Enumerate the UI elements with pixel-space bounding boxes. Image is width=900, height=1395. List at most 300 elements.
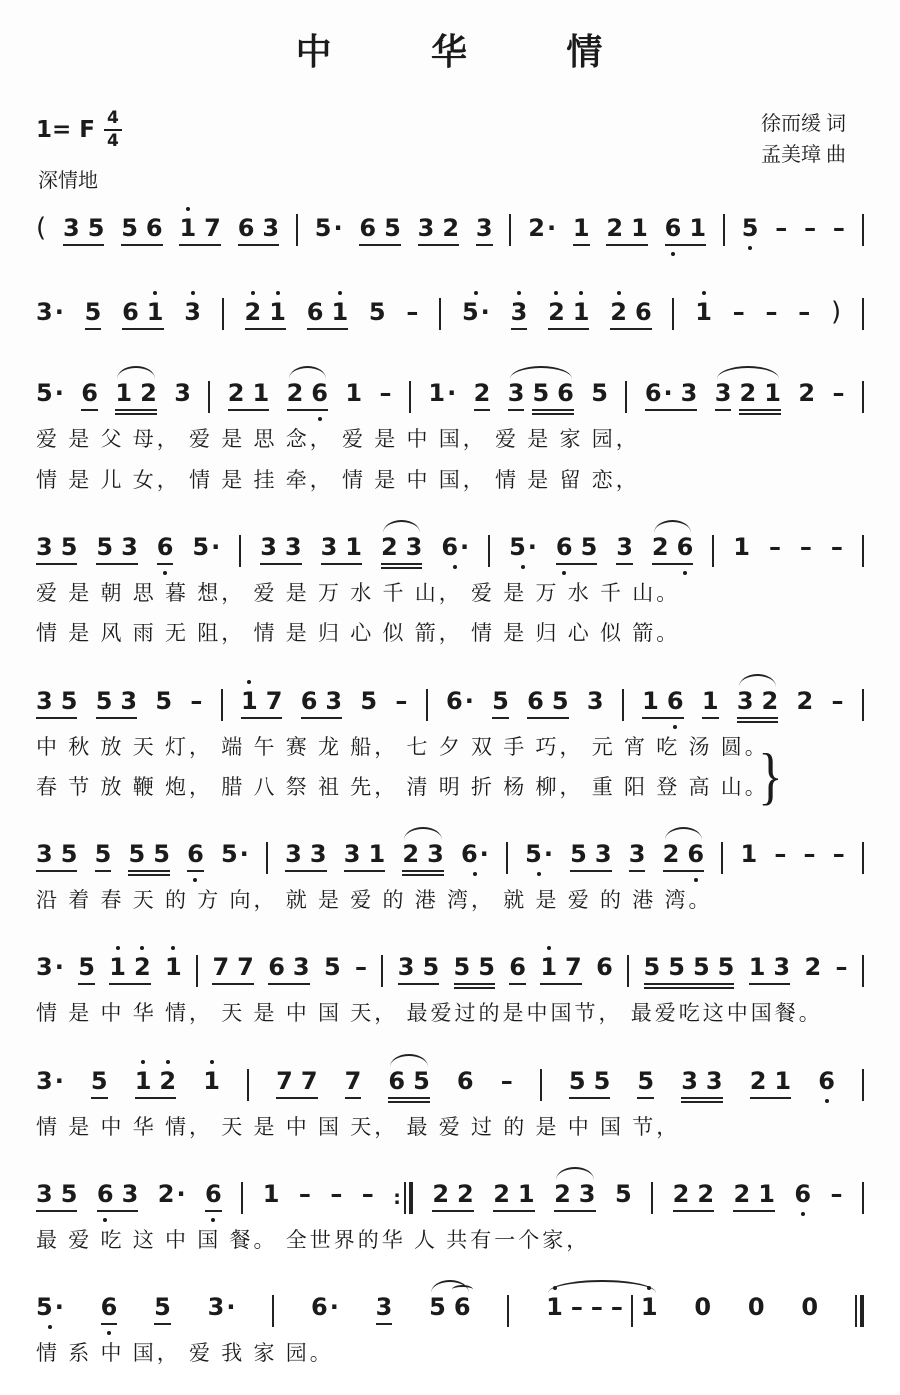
note [461,298,490,327]
note [384,214,401,243]
note [572,214,590,243]
note [146,298,164,327]
barline [862,1069,864,1101]
note [591,379,608,408]
note [739,379,757,408]
note-digit: 6 [388,1066,406,1095]
note [548,298,565,327]
note-digit: 2 [739,379,757,408]
note-digit: 3 [36,686,53,715]
note-digit: 3 [121,1180,139,1209]
close-parenthesis: ) [831,297,842,328]
note-digit: 5 [36,1293,53,1322]
note-digit: 5 [154,1293,171,1322]
note [644,379,673,408]
note-digit: 1 [368,840,386,869]
slur-group [651,532,694,565]
note-digit: 7 [265,686,283,715]
beam-group [629,842,646,872]
note-digit: 1 [252,379,270,408]
note-digit: 1 [642,686,659,715]
note-digit: 1 [640,1293,658,1322]
note [140,379,157,408]
note [286,379,304,408]
note [60,1180,78,1209]
note [134,1066,152,1095]
octave-dot-below [683,571,687,575]
barline [247,1069,249,1101]
note-digit: 3 [121,532,138,561]
duration-dash: – [798,298,811,327]
note-digit: 6 [818,1066,835,1095]
note-digit: 7 [212,953,230,982]
augmentation-dot: · [546,214,557,243]
note-digit: 1 [109,953,126,982]
note [207,1293,236,1322]
note [81,379,98,408]
note [796,686,814,715]
note-digit: 6 [156,532,174,561]
note-digit: 1 [179,214,197,243]
note-digit: 5 [384,214,401,243]
beam-group [493,1182,534,1212]
beam-group [454,955,495,985]
slur-group [402,842,443,872]
note-digit: 2 [651,532,669,561]
note-digit: 5 [90,1066,108,1095]
notes-row [36,1168,864,1214]
beam-group [36,1182,77,1212]
note [284,532,302,561]
beam-group [78,955,95,985]
duration-dash: – [832,840,845,869]
note [320,532,338,561]
note-digit: 5 [128,840,146,869]
note [380,532,398,561]
slur-group [546,1295,657,1327]
note-digit: 6 [145,214,163,243]
augmentation-dot: · [460,532,470,561]
note-digit: 6 [527,686,544,715]
slur-arc [556,1167,593,1180]
note-digit: 2 [442,214,460,243]
octave-dot-above [186,207,190,211]
octave-dot-below [473,872,477,876]
repeat-dots: : [393,1186,401,1209]
note [417,214,435,243]
barline [221,689,223,721]
note-digit: 1 [146,298,164,327]
note-digit: 0 [694,1293,712,1322]
octave-dot-above [141,1060,145,1064]
slur-group [663,842,704,872]
beam-group [307,300,348,330]
note-digit: 3 [594,840,612,869]
note [517,1180,535,1209]
note [446,686,474,715]
slur-arc [739,674,776,687]
note-digit: 5 [593,1066,611,1095]
note-digit: 3 [510,298,528,327]
beam-group [122,300,163,330]
augmentation-dot: · [527,532,537,561]
beam-group [380,532,423,565]
note-digit: 1 [572,298,590,327]
beam-group [101,1295,118,1325]
beam-group [245,300,286,330]
beam-group [344,1066,362,1099]
note-digit: 3 [309,840,327,869]
note [155,686,173,715]
duration-dash: – [799,532,812,561]
beam-group [134,1066,177,1099]
barline [862,535,864,567]
slur-arc [383,520,420,533]
note-digit: 5 [60,532,78,561]
note [509,532,537,561]
beam-group [492,686,509,719]
note-digit: 2 [733,1180,751,1209]
note-digit: 3 [397,953,415,982]
duration-dash: – [835,953,848,982]
duration-dash: – [768,532,781,561]
note-digit: 3 [578,1180,596,1209]
note [205,1180,222,1209]
note-digit: 6 [794,1180,812,1209]
note-digit: 1 [546,1293,563,1322]
lyric-row-2: 情 是 风 雨 无 阻， 情 是 归 心 似 箭， 情 是 归 心 似 箭。 [36,621,681,646]
beam-group [642,686,684,719]
time-signature-numerator: 4 [104,109,122,131]
note [157,1180,186,1209]
octave-dot-below [671,252,675,256]
note [36,953,64,982]
notes-row [36,1055,864,1101]
barline [862,689,864,721]
barline-thin [404,1182,406,1214]
octave-dot-below [163,571,167,575]
beam-group [606,216,647,246]
beam-group [276,1066,318,1099]
notes-row [36,828,864,874]
duration-dash: – [831,686,844,715]
beam-group [36,842,77,872]
octave-dot-above [702,291,706,295]
note [87,214,105,243]
note-digit: 3 [405,532,423,561]
note [733,532,750,561]
note [306,298,324,327]
note [662,840,680,869]
note [314,214,343,243]
note-digit: 2 [432,1180,450,1209]
augmentation-dot: · [54,298,64,327]
note [694,1293,712,1322]
note-digit: 6 [306,298,324,327]
note-digit: 6 [100,1293,118,1322]
notes-row [36,941,864,987]
note [668,953,685,982]
slur-arc [548,1280,655,1293]
note-digit: 5 [568,1066,586,1095]
note-digit: 6 [441,532,459,561]
note-digit: 1 [748,953,766,982]
beam-group [156,532,174,565]
octave-dot-below [801,1212,805,1216]
note [115,379,133,408]
note [680,379,698,408]
beam-group [418,216,459,246]
note-digit: 6 [509,953,526,982]
barline [488,535,490,567]
note [325,686,343,715]
note [128,840,146,869]
note [672,1180,690,1209]
note-digit: 6 [96,1180,114,1209]
note [578,1180,596,1209]
note [159,1066,177,1095]
note [153,840,170,869]
song-title: 中 华 情 [295,32,605,72]
barline [862,381,864,413]
beam-group [527,686,569,719]
note-digit: 6 [666,686,684,715]
note-digit: 3 [417,214,435,243]
note-digit: 5 [60,1180,78,1209]
note [565,953,582,982]
note [714,379,732,408]
score-line-8 [36,1055,864,1141]
score-line-1 [36,199,864,246]
note-digit: 2 [554,1180,571,1209]
note [697,1180,715,1209]
beam-group [573,216,590,246]
notes-row [36,521,864,567]
barline [625,381,627,413]
note-digit: 6 [687,840,705,869]
beam-group [665,216,706,246]
octave-dot-above [647,1286,651,1290]
note-digit: 3 [285,840,302,869]
beam-group [95,686,138,719]
beam-group [554,1182,595,1212]
note [311,1293,339,1322]
note [570,840,587,869]
octave-dot-above [210,1060,214,1064]
note [432,1180,450,1209]
barline [631,1295,633,1327]
note-digit: 3 [207,1293,225,1322]
note-digit: 6 [456,1066,474,1095]
barline [296,214,298,246]
note [100,1293,118,1322]
note-digit: 1 [631,214,648,243]
note [748,953,766,982]
augmentation-dot: · [176,1180,186,1209]
note-digit: 2 [133,953,151,982]
repeat-end-barline [393,1182,413,1214]
note [736,686,754,715]
slur-arc [654,520,691,533]
duration-dash: – [775,214,788,243]
note-digit: 5 [95,686,113,715]
note [492,686,509,715]
duration-dash: – [765,298,778,327]
note-digit: 5 [614,1180,632,1209]
note [794,1180,812,1209]
beam-group [739,381,780,411]
beam-group [179,216,220,246]
note-digit: 3 [62,214,80,243]
note [323,953,341,982]
barline [862,1182,864,1214]
note-digit: 6 [664,214,682,243]
beam-group [212,955,253,985]
note [187,840,204,869]
note [687,840,705,869]
octave-dot-above [276,291,280,295]
slur-group [508,381,574,411]
note-digit: 5 [192,532,210,561]
key-and-expression-block [36,109,122,193]
note [441,532,470,561]
slur-arc [404,827,441,840]
note [184,298,201,327]
note [681,1066,698,1095]
octave-dot-above [554,291,558,295]
barline [862,298,864,330]
note [666,686,684,715]
note-digit: 2 [761,686,779,715]
octave-dot-below [673,725,677,729]
note-digit: 1 [517,1180,535,1209]
note-digit: 2 [749,1066,767,1095]
barline [622,689,624,721]
key-signature [36,109,122,150]
note-digit: 7 [344,1066,362,1095]
duration-dash: – [406,298,419,327]
score-line-9 [36,1168,864,1254]
note-digit: 0 [801,1293,819,1322]
octave-dot-above [517,291,521,295]
note-digit: 3 [773,953,791,982]
note [473,379,491,408]
slur-arc [665,827,702,840]
note [36,686,53,715]
note [628,840,646,869]
note [580,532,598,561]
note [631,214,648,243]
note [749,1066,767,1095]
note-digit: 5 [580,532,598,561]
note [344,1066,362,1095]
lyric-row-2: 春 节 放 鞭 炮， 腊 八 祭 祖 先， 清 明 折 杨 柳， 重 阳 登 高 山。 [36,774,769,799]
note-digit: 0 [747,1293,765,1322]
beam-group [85,300,102,330]
beam-group [238,216,279,246]
note-digit: 2 [159,1066,177,1095]
note [368,840,386,869]
beam-group [96,532,138,565]
note-digit: 6 [122,298,139,327]
barline [196,955,198,987]
note-digit: 5 [591,379,608,408]
note-digit: 1 [345,379,363,408]
note-digit: 1 [540,953,558,982]
note [572,298,590,327]
score-line-6 [36,828,864,914]
note [740,840,758,869]
note [36,840,53,869]
note [528,214,557,243]
score-line-2 [36,283,864,330]
note [457,1180,474,1209]
note-digit: 5 [741,214,759,243]
note-digit: 2 [286,379,304,408]
beam-group [616,532,633,565]
notes-row [36,675,864,721]
beam-group [715,381,732,411]
octave-dot-above [140,946,144,950]
slur-group [715,381,781,411]
beam-group [90,1066,108,1099]
note-digit: 3 [705,1066,723,1095]
note-digit: 5 [643,953,661,982]
note-digit: 5 [220,840,238,869]
note-digit: 3 [507,379,525,408]
note-digit: 3 [616,532,633,561]
octave-dot-below [562,571,566,575]
beam-group [568,1066,611,1099]
barline-thick [860,1295,864,1327]
duration-dash: – [361,1180,374,1209]
octave-dot-above [153,291,157,295]
note [212,953,230,982]
note [741,214,759,243]
note-digit: 5 [314,214,332,243]
note [689,214,707,243]
note-digit: 6 [311,1293,328,1322]
note [402,840,420,869]
barline [862,214,864,246]
note [594,840,612,869]
note-digit: 5 [717,953,735,982]
note-digit: 1 [269,298,286,327]
augmentation-dot: · [329,1293,339,1322]
note-digit: 2 [227,379,245,408]
duration-dash: – [732,298,745,327]
beam-group [610,300,651,330]
beam-group [733,1182,774,1212]
slur-arc [510,366,572,379]
barline [540,1069,542,1101]
note-digit: 1 [262,1180,280,1209]
note-digit: 6 [557,379,574,408]
note-digit: 5 [422,953,440,982]
octave-dot-below [193,878,197,882]
barline [266,842,268,874]
duration-dash: – [330,1180,343,1209]
barline [721,842,723,874]
note-digit: 6 [555,532,573,561]
note [94,840,112,869]
barline-thick [409,1182,413,1214]
octave-dot-above [579,291,583,295]
note-digit: 6 [460,840,478,869]
notes-row [36,283,864,330]
lyric-row-2: 情 是 儿 女， 情 是 挂 牵， 情 是 中 国， 情 是 留 恋， [36,467,640,492]
note [36,379,64,408]
